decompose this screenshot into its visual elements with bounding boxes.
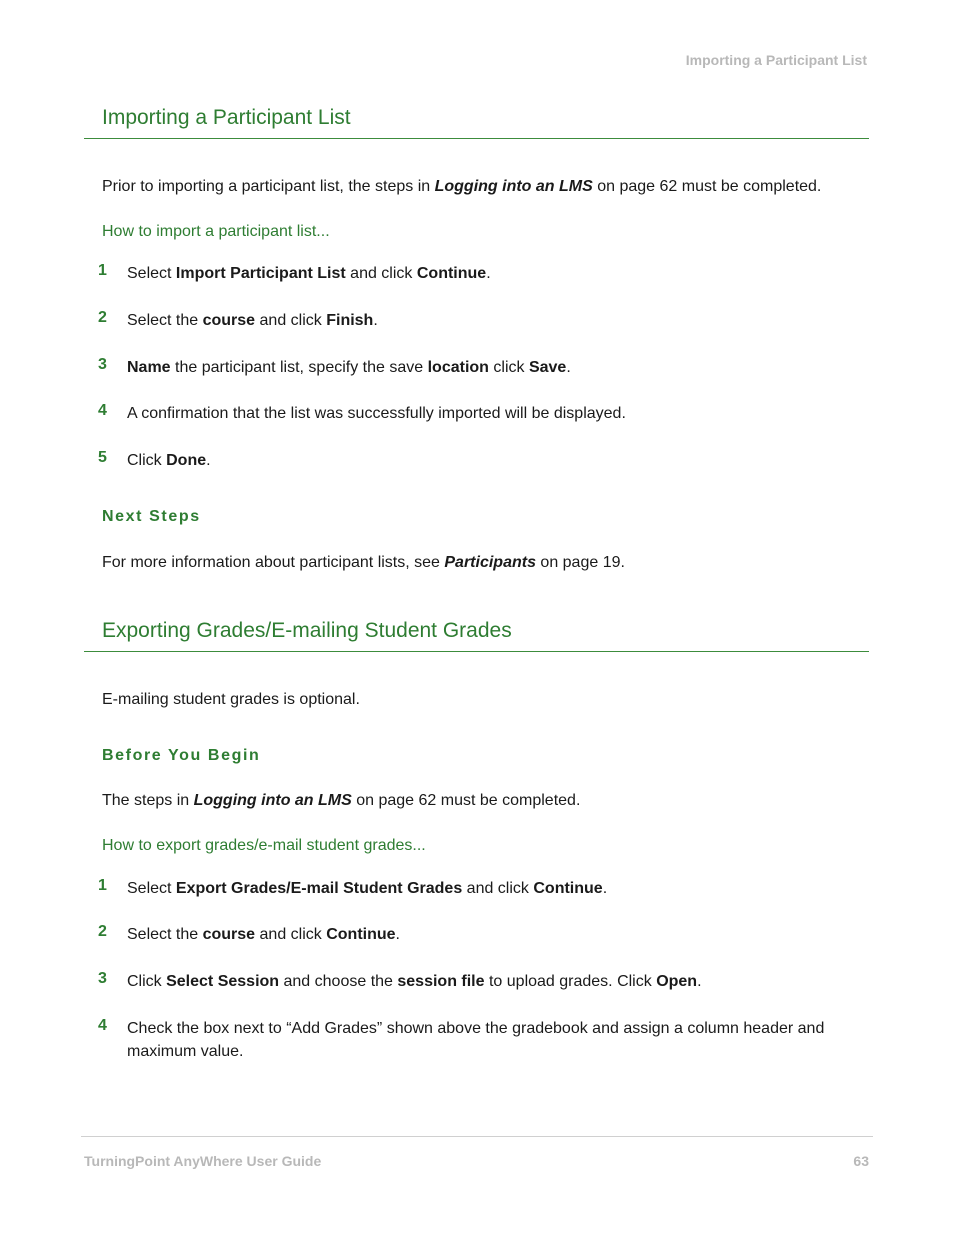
export-step-number: 4 xyxy=(98,1017,107,1034)
export-step-number: 2 xyxy=(98,923,107,940)
footer-rule xyxy=(81,1136,873,1137)
export-step-4: Check the box next to “Add Grades” shown above the gradebook and assign a column header and maximum value. xyxy=(127,1020,825,1060)
import-intro xyxy=(102,175,872,198)
import-step-number: 1 xyxy=(98,262,107,279)
logging-into-lms-link[interactable]: Logging into an LMS xyxy=(193,792,352,809)
import-step-number: 4 xyxy=(98,402,107,419)
footer-guide-title: TurningPoint AnyWhere User Guide xyxy=(84,1153,322,1169)
export-step-number: 3 xyxy=(98,970,107,987)
export-step-2: Select the course and click Continue. xyxy=(127,926,400,943)
section-rule-import xyxy=(84,138,869,139)
import-step-1: Select Import Participant List and click Continue. xyxy=(127,265,491,282)
import-step-number: 3 xyxy=(98,356,107,373)
import-step-3: Name the participant list, specify the save location click Save. xyxy=(127,359,571,376)
participants-link[interactable]: Participants xyxy=(444,554,536,571)
import-intro-tail: on page 62 must be completed. xyxy=(592,178,822,195)
import-step-4: A confirmation that the list was successfully imported will be displayed. xyxy=(127,405,626,422)
export-step-number: 1 xyxy=(98,877,107,894)
section-title-export: Exporting Grades/E-mailing Student Grades xyxy=(102,619,512,642)
running-header: Importing a Participant List xyxy=(685,52,867,68)
export-step-3: Click Select Session and choose the session file to upload grades. Click Open. xyxy=(127,973,702,990)
export-intro: E-mailing student grades is optional. xyxy=(102,691,360,708)
import-step-number: 2 xyxy=(98,309,107,326)
next-steps-text: For more information about participant lists, see Participants on page 19. xyxy=(102,554,625,571)
logging-into-lms-link[interactable]: Logging into an LMS xyxy=(434,178,593,195)
export-how-to: How to export grades/e-mail student grades... xyxy=(102,837,426,854)
export-step-1: Select Export Grades/E-mail Student Grades and click Continue. xyxy=(127,880,608,897)
before-you-begin-heading: Before You Begin xyxy=(102,747,261,764)
import-step-number: 5 xyxy=(98,449,107,466)
section-title-import: Importing a Participant List xyxy=(102,106,351,129)
import-step-2: Select the course and click Finish. xyxy=(127,312,378,329)
import-step-5: Click Done. xyxy=(127,452,211,469)
import-how-to: How to import a participant list... xyxy=(102,223,330,240)
next-steps-heading: Next Steps xyxy=(102,508,201,525)
section-rule-export xyxy=(84,651,869,652)
footer-page-number: 63 xyxy=(853,1153,869,1169)
before-you-begin-text: The steps in Logging into an LMS on page 62 must be completed. xyxy=(102,792,581,809)
import-intro-text: Prior to importing a participant list, the steps in xyxy=(102,178,435,195)
